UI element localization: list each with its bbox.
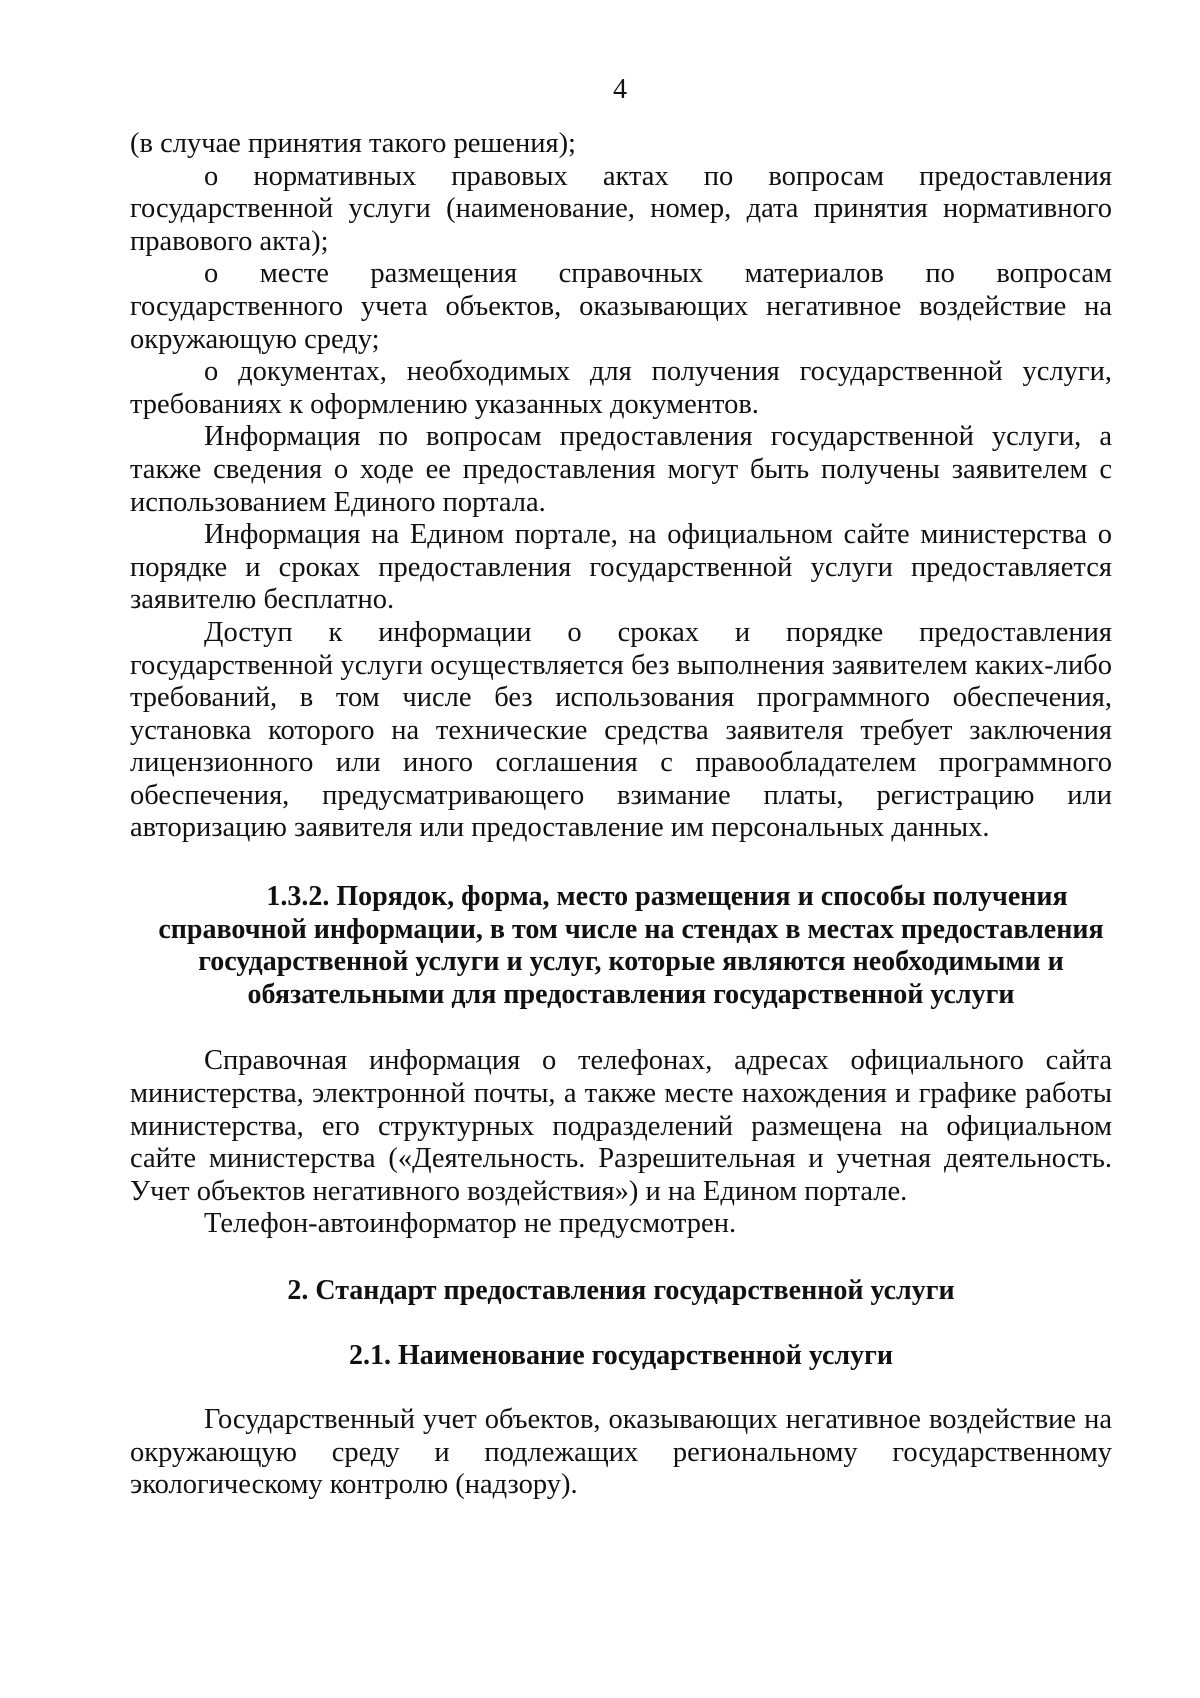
- paragraph: Информация на Едином портале, на официальном сайте министерства о порядке и сроках предоставления государственной услуги предоставляется заявителю бесплатно.: [130, 519, 1112, 616]
- section-heading-1-3-2: [130, 881, 1112, 1011]
- section-heading-2-1: 2.1. Наименование государственной услуги: [349, 1339, 893, 1371]
- page-number: 4: [613, 74, 627, 105]
- paragraph: о месте размещения справочных материалов по вопросам государственного учета объектов, оказывающих негативное воздействие на окружающую среду;: [130, 258, 1112, 355]
- paragraph: Информация по вопросам предоставления государственной услуги, а также сведения о ходе ее предоставления могут быть получены заявителем с использованием Единого портала.: [130, 421, 1112, 518]
- paragraph: Доступ к информации о сроках и порядке предоставления государственной услуги осуществляется без выполнения заявителем каких-либо требований, в том числе без использования программного обеспечения, установка которого на технические средства заявителя требует заключения лицензионного или иного соглашения с правообладателем программного обеспечения, предусматривающего взимание платы, регистрацию или авторизацию заявителя или предоставление им персональных данных.: [130, 616, 1112, 844]
- paragraph: Справочная информация о телефонах, адресах официального сайта министерства, электронной почты, а также месте нахождения и графике работы министерства, его структурных подразделений размещена на официальном сайте министерства («Деятельность. Разрешительная и учетная деятельность. Учет объектов негативного воздействия») и на Едином портале.: [130, 1045, 1112, 1207]
- section-heading-line: 1.3.2. Порядок, форма, место размещения и способы получения: [266, 881, 1068, 913]
- paragraph: Государственный учет объектов, оказывающих негативное воздействие на окружающую среду и подлежащих региональному государственному экологическому контролю (надзору).: [130, 1404, 1112, 1501]
- section-heading-2: 2. Стандарт предоставления государственной услуги: [287, 1275, 955, 1306]
- paragraph: о нормативных правовых актах по вопросам предоставления государственной услуги (наименование, номер, дата принятия нормативного правового акта);: [130, 160, 1112, 257]
- paragraph: Телефон-автоинформатор не предусмотрен.: [204, 1208, 737, 1240]
- paragraph: (в случае принятия такого решения);: [130, 128, 576, 159]
- document-body: [130, 128, 1112, 1502]
- paragraph: о документах, необходимых для получения государственной услуги, требованиях к оформлению указанных документов.: [130, 356, 1112, 420]
- section-heading-line: справочной информации, в том числе на стендах в местах предоставления государственной услуги и услуг, которые являются необходимыми и обязательными для предоставления государственной услуги: [158, 913, 1104, 1010]
